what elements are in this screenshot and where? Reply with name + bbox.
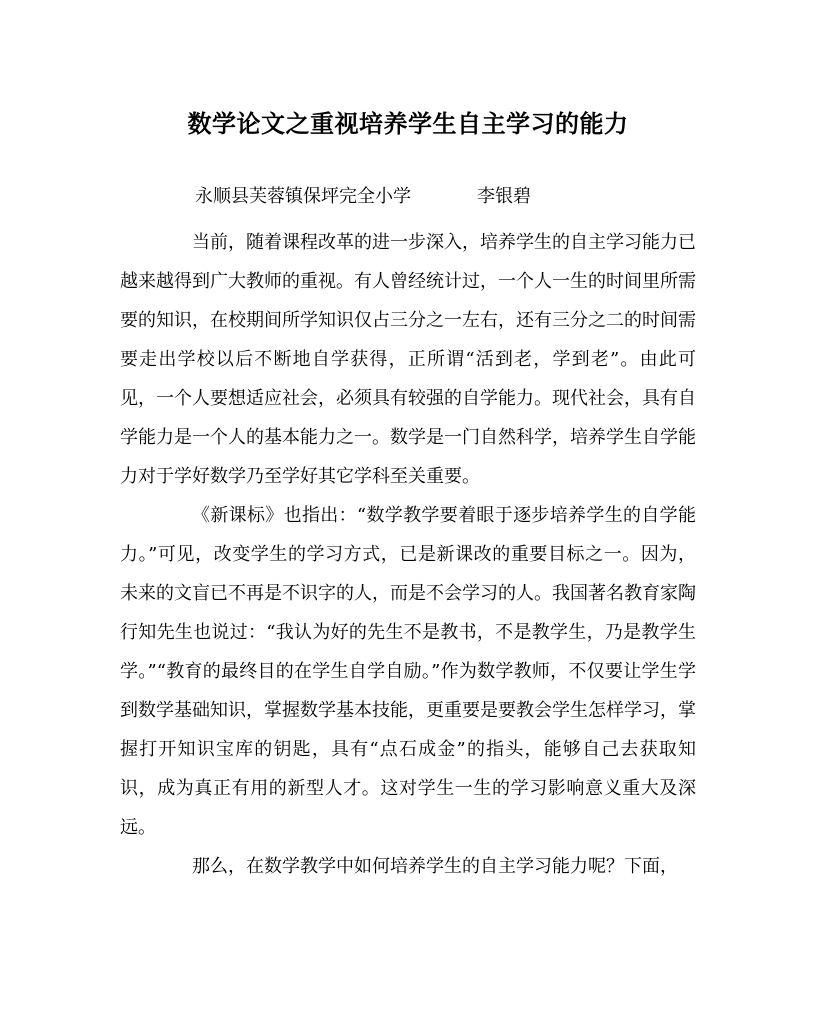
paragraph: 那么，在数学教学中如何培养学生的自主学习能力呢？下面， (192, 856, 678, 877)
school-name: 永顺县芙蓉镇保坪完全小学 (195, 186, 411, 207)
paragraph: 当前，随着课程改革的进一步深入，培养学生的自主学习能力已越来越得到广大教师的重视。有人曾经统计过，一个人一生的时间里所需要的知识，在校期间所学知识仅占三分之一左右，还有三分之二的时间需要走出学校以后不断地自学获得，正所谓“活到老，学到老”。由此可见，一个人要想适应社会，必须具有较强的自学能力。现代社会，具有自学能力是一个人的基本能力之一。数学是一门自然科学，培养学生自学能力对于学好数学乃至学好其它学科至关重要。 (120, 232, 696, 487)
document-body (120, 223, 696, 886)
paragraph: 《新课标》也指出：“数学教学要着眼于逐步培养学生的自学能力。”可见，改变学生的学习方式，已是新课改的重要目标之一。因为，未来的文盲已不再是不识字的人，而是不会学习的人。我国著名教育家陶行知先生也说过：“我认为好的先生不是教书，不是教学生，乃是教学生学。”“教育的最终目的在学生自学自励。”作为数学教师，不仅要让学生学到数学基础知识，掌握数学基本技能，更重要是要教会学生怎样学习，掌握打开知识宝库的钥匙，具有“点石成金”的指头，能够自己去获取知识，成为真正有用的新型人才。这对学生一生的学习影响意义重大及深远。 (120, 505, 696, 838)
document-title: 数学论文之重视培养学生自主学习的能力 (187, 109, 629, 138)
author-name: 李银碧 (477, 186, 531, 207)
byline (195, 183, 531, 211)
